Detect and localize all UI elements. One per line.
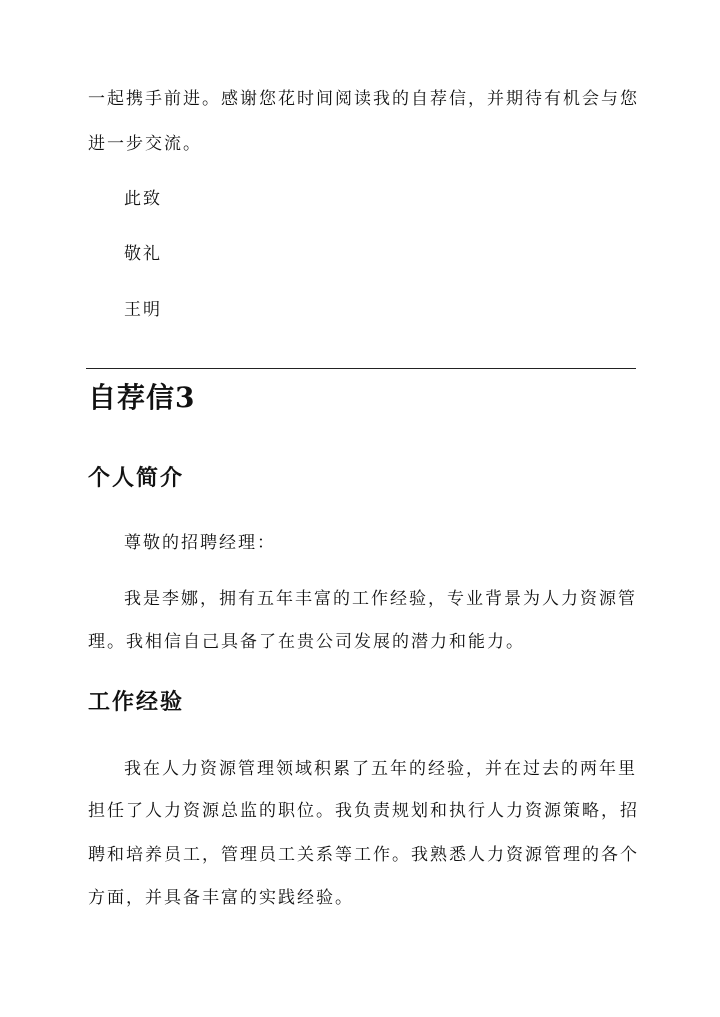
closing-paragraph-line-1: 一起携手前进。感谢您花时间阅读我的自荐信，并期待有机会与您 (88, 89, 639, 109)
signature: 王明 (124, 300, 162, 320)
letter-title: 自荐信3 (88, 381, 196, 414)
salutation: 此致 (124, 189, 162, 209)
section-divider (86, 368, 636, 369)
regards: 敬礼 (124, 244, 162, 264)
experience-heading: 工作经验 (88, 689, 185, 715)
intro-heading: 个人简介 (88, 465, 185, 491)
greeting: 尊敬的招聘经理： (124, 533, 276, 553)
experience-paragraph-line-2: 担任了人力资源总监的职位。我负责规划和执行人力资源策略，招 (88, 801, 639, 821)
experience-paragraph-line-1: 我在人力资源管理领域积累了五年的经验，并在过去的两年里 (124, 759, 637, 779)
experience-paragraph-line-4: 方面，并具备丰富的实践经验。 (88, 888, 354, 908)
experience-paragraph-line-3: 聘和培养员工，管理员工关系等工作。我熟悉人力资源管理的各个 (88, 845, 639, 865)
intro-paragraph-line-2: 理。我相信自己具备了在贵公司发展的潜力和能力。 (88, 632, 525, 652)
intro-paragraph-line-1: 我是李娜，拥有五年丰富的工作经验，专业背景为人力资源管 (124, 589, 637, 609)
closing-paragraph-line-2: 进一步交流。 (88, 134, 202, 154)
